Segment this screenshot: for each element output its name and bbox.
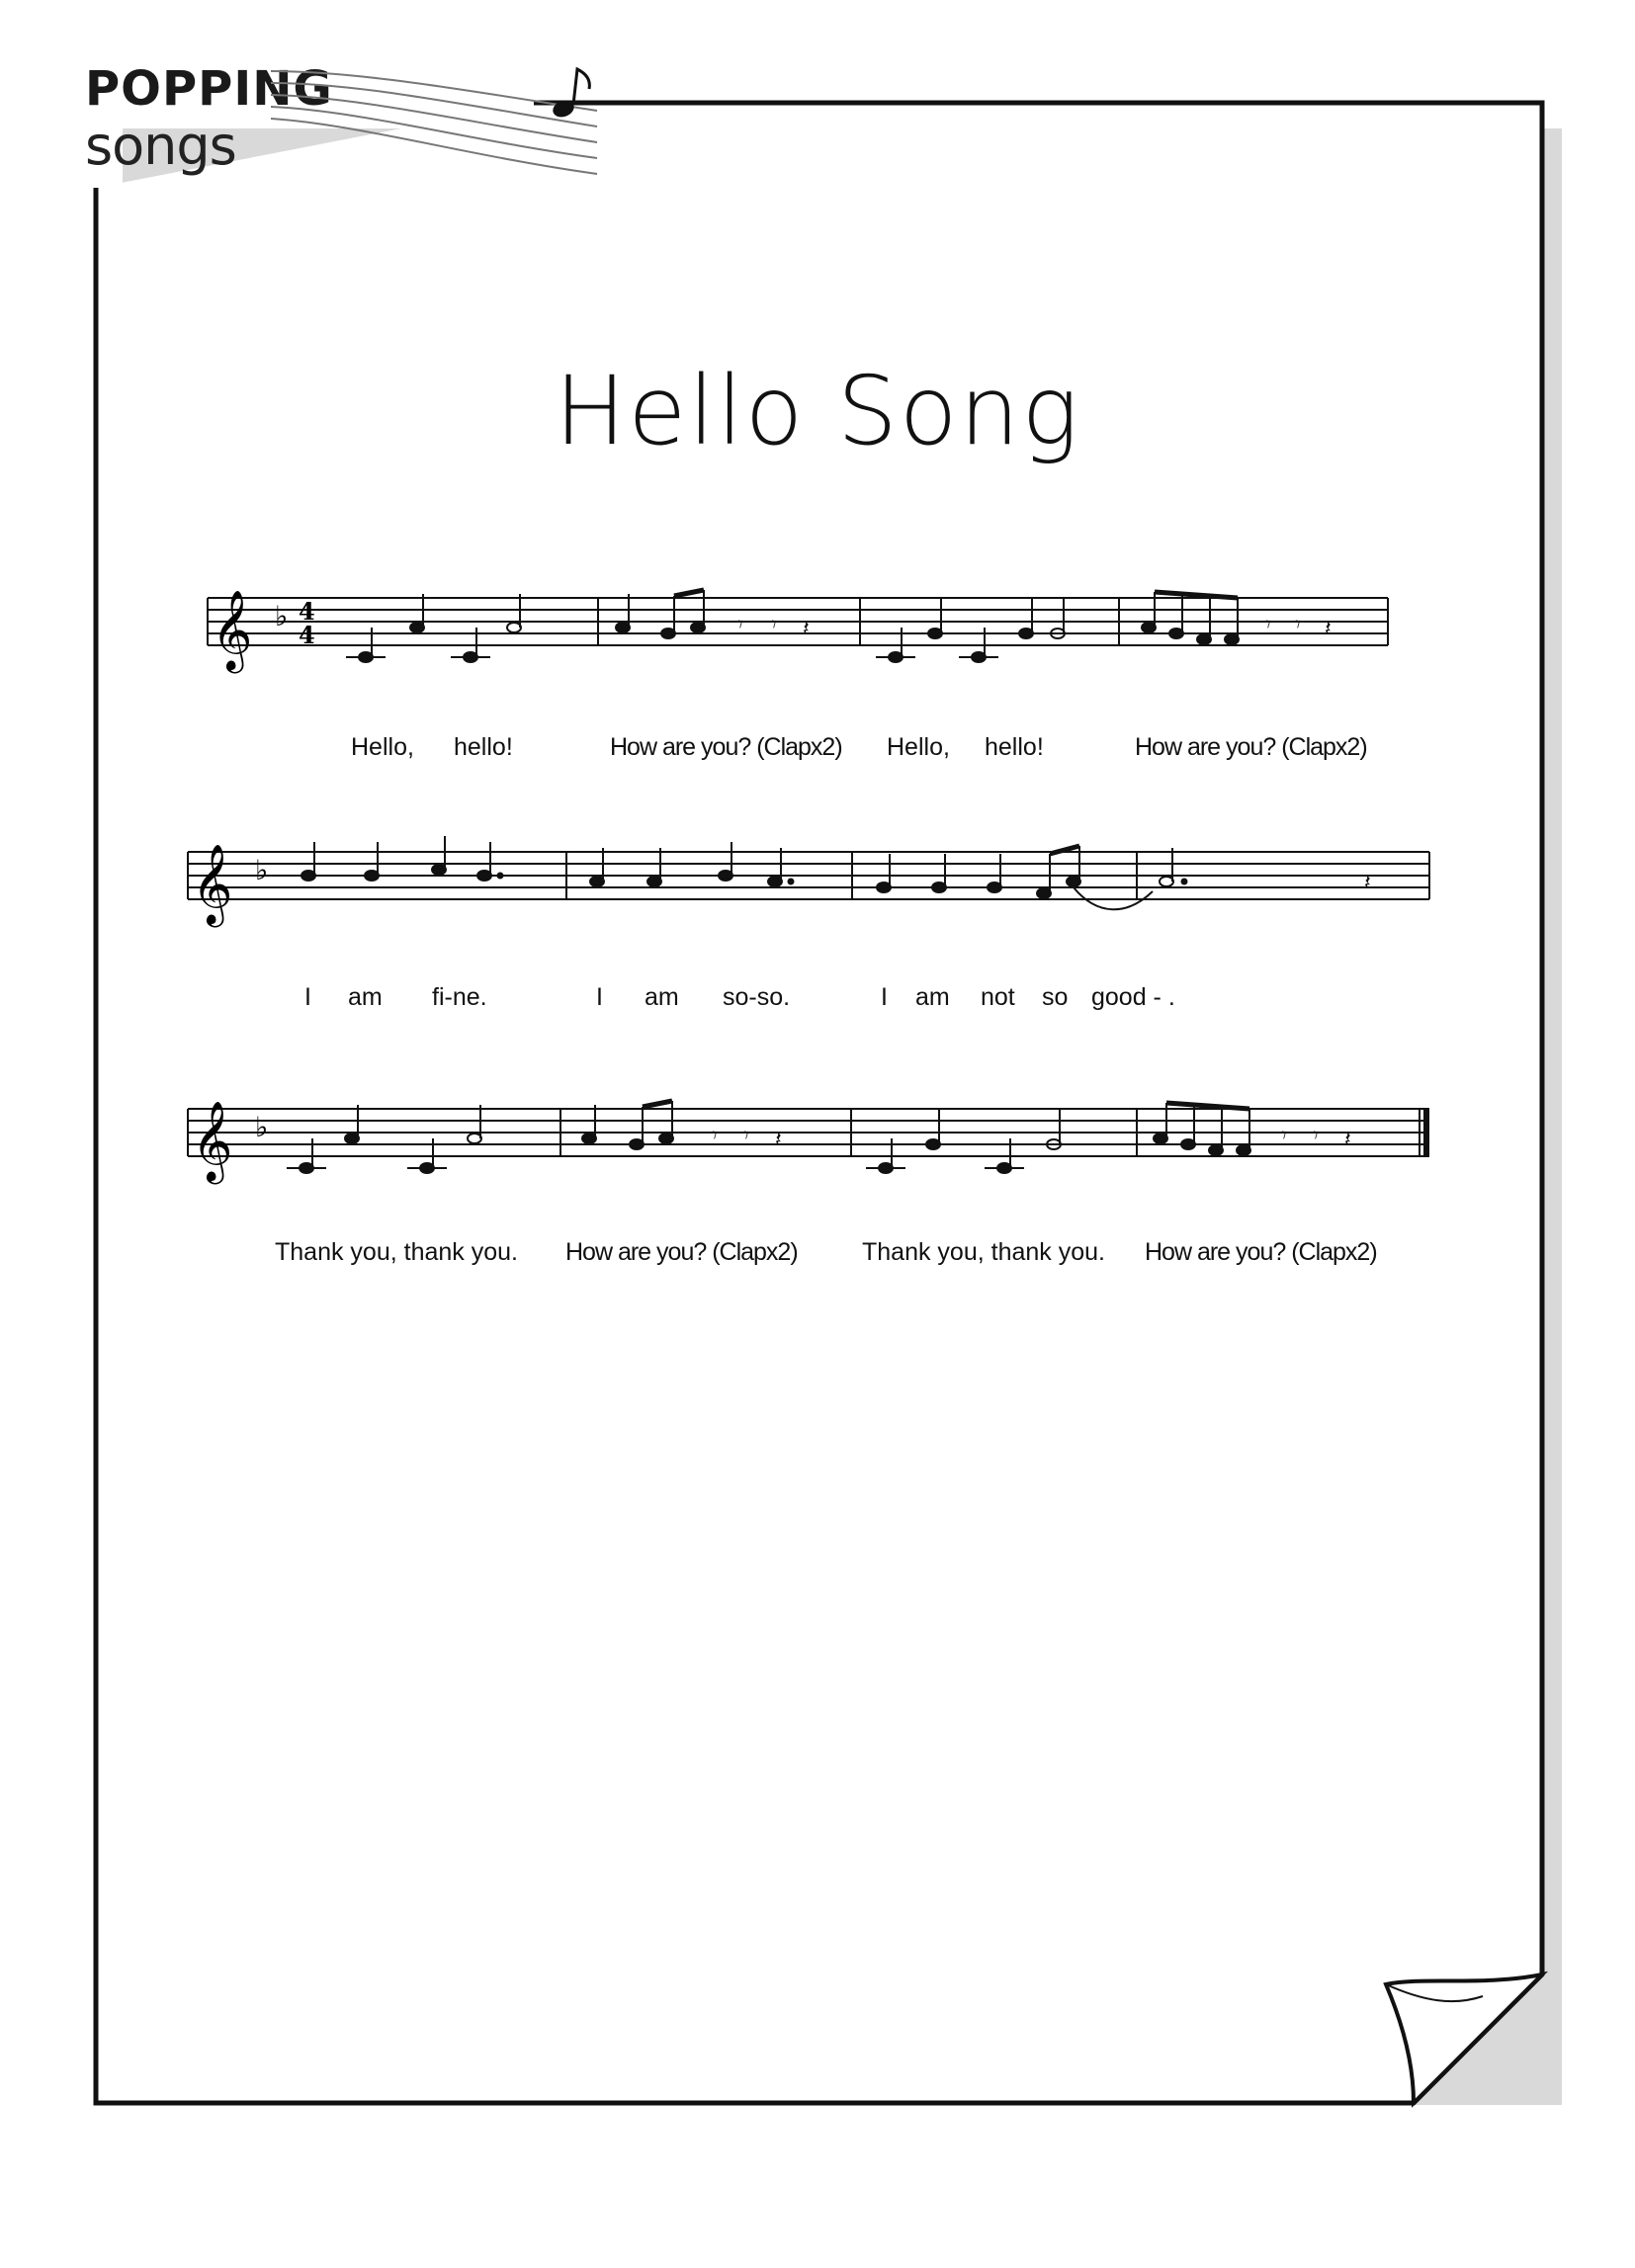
flat-icon: ♭: [255, 854, 269, 886]
lyric: I: [881, 983, 888, 1011]
svg-text:𝄾: 𝄾: [1295, 613, 1301, 637]
treble-clef-icon: 𝄞: [212, 589, 253, 670]
treble-clef-icon: 𝄞: [192, 1100, 233, 1181]
lyric: Hello,: [887, 733, 950, 761]
lyric: am: [915, 983, 950, 1011]
svg-text:4: 4: [299, 597, 315, 626]
svg-text:𝄾: 𝄾: [743, 1124, 749, 1148]
lyrics-row-2: [0, 983, 1635, 1015]
svg-text:𝄾: 𝄾: [712, 1124, 718, 1148]
popping-songs-logo: [83, 61, 558, 180]
flat-icon: ♭: [275, 600, 289, 632]
final-barline: [1423, 1108, 1429, 1157]
lyric: Hello,: [351, 733, 414, 761]
lyric: How are you? (Clapx2): [610, 733, 842, 761]
lyric: hello!: [985, 733, 1044, 761]
svg-text:4: 4: [299, 621, 315, 649]
lyric: so: [1042, 983, 1069, 1011]
lyric: Thank you, thank you.: [862, 1238, 1105, 1266]
lyric: How are you? (Clapx2): [1135, 733, 1367, 761]
lyric: I: [304, 983, 311, 1011]
lyric: good - .: [1091, 983, 1175, 1011]
lyric: am: [348, 983, 383, 1011]
music-staff-2: [178, 822, 1443, 941]
notes-staff-3: [287, 1101, 1250, 1173]
notes-staff-1: [346, 590, 1239, 662]
flat-icon: ♭: [255, 1111, 269, 1143]
rests-staff-1: [737, 613, 1332, 641]
svg-text:𝄽: 𝄽: [1325, 617, 1332, 641]
svg-text:𝄾: 𝄾: [1281, 1124, 1287, 1148]
lyrics-row-3: [0, 1238, 1635, 1270]
svg-text:𝄾: 𝄾: [737, 613, 743, 637]
lyric: fi-ne.: [432, 983, 487, 1011]
rests-staff-3: [712, 1124, 1351, 1152]
logo-text-top: POPPING: [85, 61, 333, 117]
lyric: not: [981, 983, 1015, 1011]
lyric: so-so.: [723, 983, 791, 1011]
lyric: am: [645, 983, 679, 1011]
lyrics-row-1: [0, 733, 1635, 765]
music-staff-1: [198, 568, 1404, 687]
lyric: I: [596, 983, 603, 1011]
svg-text:𝄽: 𝄽: [803, 617, 810, 641]
lyric: How are you? (Clapx2): [1145, 1238, 1377, 1266]
rest-icon: 𝄽: [1364, 871, 1371, 895]
svg-text:𝄽: 𝄽: [775, 1128, 782, 1152]
svg-text:𝄾: 𝄾: [771, 613, 777, 637]
logo-text-bottom: songs: [85, 115, 236, 177]
music-staff-3: [178, 1079, 1443, 1198]
svg-text:𝄾: 𝄾: [1313, 1124, 1319, 1148]
treble-clef-icon: 𝄞: [192, 843, 233, 924]
lyric: hello!: [454, 733, 513, 761]
svg-text:𝄾: 𝄾: [1265, 613, 1271, 637]
svg-text:𝄽: 𝄽: [1344, 1128, 1351, 1152]
logo-staff-icon: [271, 61, 607, 180]
lyric: Thank you, thank you.: [275, 1238, 518, 1266]
lyric: How are you? (Clapx2): [565, 1238, 798, 1266]
song-title: Hello Song: [555, 356, 1080, 466]
